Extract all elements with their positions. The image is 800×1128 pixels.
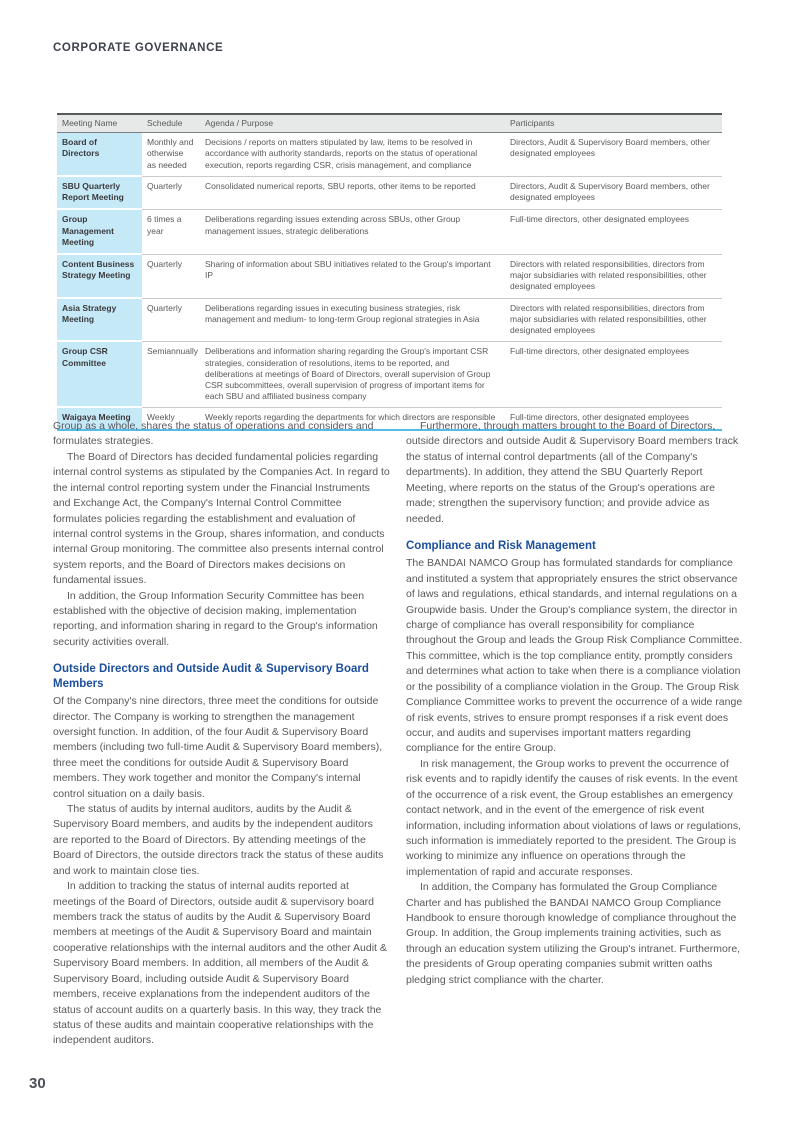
col-header-agenda: Agenda / Purpose: [200, 115, 505, 133]
schedule-cell: Quarterly: [142, 177, 200, 210]
paragraph: The Board of Directors has decided fundamental policies regarding internal control systems as stipulated by the Companies Act. In regard to the internal control reporting system under the Financial Instruments and Exchange Act, the Company's Internal Control Committee formulates policies regarding the establishment and evaluation of internal control systems in the Group, shares information, and conducts internal Group monitoring. The committee also presents internal control system reports, and the Board of Directors makes decisions on fundamental issues.: [53, 450, 390, 587]
participants-cell: Full-time directors, other designated employees: [505, 210, 722, 255]
paragraph: Group as a whole, shares the status of operations and considers and formulates strategies.: [53, 420, 374, 448]
agenda-cell: Consolidated numerical reports, SBU reports, other items to be reported: [200, 177, 505, 210]
table-row: [57, 177, 722, 210]
paragraph: Of the Company's nine directors, three meet the conditions for outside director. The Company is working to strengthen the management oversight function. In addition, of the four Audit & Supervisory Board members (including two full-time Audit & Supervisory Board members), three meet the conditions for outside Audit & Supervisory Board members. They work together and monitor the Company's internal control situation on a daily basis.: [53, 695, 383, 800]
page-title: CORPORATE GOVERNANCE: [53, 42, 224, 54]
participants-cell: Directors with related responsibilities, directors from major subsidiaries with related responsibilities, other designated employees: [505, 299, 722, 343]
meeting-name-cell: SBU Quarterly Report Meeting: [57, 177, 142, 210]
schedule-cell: Weekly: [147, 412, 175, 423]
table-header-row: [57, 115, 722, 133]
table-row: [57, 299, 722, 343]
agenda-cell: Deliberations regarding issues extending across SBUs, other Group management issues, strategic deliberations: [200, 210, 505, 255]
right-column: [406, 419, 743, 1049]
meeting-name-cell: Group Management Meeting: [57, 210, 142, 255]
participants-cell: Directors, Audit & Supervisory Board members, other designated employees: [505, 177, 722, 210]
agenda-cell: Decisions / reports on matters stipulated by law, items to be resolved in accordance with authority standards, reports on the status of operational execution, reports regarding CSR, crisis management, and compliance: [200, 133, 505, 177]
meeting-name-cell: Asia Strategy Meeting: [57, 299, 142, 343]
paragraph: The status of audits by internal auditors, audits by the Audit & Supervisory Board members, and audits by the independent auditors are reported to the Board of Directors. By attending meetings of the Board of Directors, the outside directors track the status of these audits and work to maintain close ties.: [53, 803, 384, 877]
schedule-cell: Quarterly: [142, 255, 200, 299]
meeting-name-cell: Content Business Strategy Meeting: [57, 255, 142, 299]
table-row: [57, 210, 722, 255]
col-header-participants: Participants: [505, 115, 722, 133]
participants-cell: Full-time directors, other designated employees: [505, 342, 722, 408]
paragraph: In addition to tracking the status of internal audits reported at meetings of the Board of Directors, outside audit & supervisory board members track the status of audits by the Audit & Supervisory Board members at meetings of the Audit & Supervisory Board and maintain cooperative relationships with the internal auditors and the other Audit & Supervisory Board members. In addition, all members of the Audit & Supervisory Board, including outside Audit & Supervisory Board members, receive explanations from the independent auditors of the status of account audits on a quarterly basis. In this way, they track the status of these audits and maintain cooperative relationships with the independent auditors.: [53, 880, 387, 1047]
agenda-cell: Weekly reports regarding the departments for which directors are responsible: [205, 412, 496, 423]
body-text: [53, 419, 744, 1049]
paragraph: In risk management, the Group works to prevent the occurrence of risk events and to rapidly identify the causes of risk events. In the event of the occurrence of a risk event, the Group establishes an emergency contact network, and in the event of the emergence of risk event information, including information about violations of laws or regulations, such information is immediately reported to the president. The Group is working to minimize any influence on operations through the implementation of rapid and accurate responses.: [406, 757, 742, 878]
meeting-name-cell: Board of Directors: [57, 133, 142, 177]
schedule-cell: Monthly and otherwise as needed: [142, 133, 200, 177]
meeting-name-cell: Waigaya Meeting: [57, 408, 142, 428]
paragraph: In addition, the Group Information Security Committee has been established with the objective of decision making, implementation reporting, and information sharing in regard to the Group's information security activities overall.: [53, 589, 378, 648]
participants-cell: Directors, Audit & Supervisory Board members, other designated employees: [505, 133, 722, 177]
participants-cell: Directors with related responsibilities, directors from major subsidiaries with related responsibilities, other designated employees: [505, 255, 722, 299]
table-row: [57, 342, 722, 408]
agenda-cell: Deliberations and information sharing regarding the Group's important CSR strategies, consideration of resolutions, items to be reported, and deliberations at meetings of Board of Directors, overall supervision of Group CSR subcommittees, overall supervision of progress of important items for each SBU and affiliated business company: [200, 342, 505, 408]
section-heading-outside-directors: Outside Directors and Outside Audit & Supervisory Board Members: [53, 663, 369, 690]
col-header-schedule: Schedule: [142, 115, 200, 133]
meetings-table: [57, 113, 722, 431]
paragraph: In addition, the Company has formulated the Group Compliance Charter and has published the BANDAI NAMCO Group Compliance Handbook to ensure thorough knowledge of compliance throughout the Group. In addition, the Group implements training activities, such as through an education system utilizing the Group's intranet. Furthermore, the presidents of Group operating companies submit written oaths pledging strict compliance with the charter.: [406, 881, 741, 986]
meeting-name-cell: Group CSR Committee: [57, 342, 142, 408]
left-column: [53, 419, 390, 1049]
table-row: [57, 133, 722, 177]
paragraph: The BANDAI NAMCO Group has formulated standards for compliance and instituted a system that appropriately ensures the strict observance of laws and regulations, ethical standards, and internal regulations on a Groupwide basis. Under the Group's compliance system, the director in charge of compliance has overall responsibility for compliance throughout the Group and leads the Group Risk Compliance Committee. This committee, which is the top compliance entity, promptly considers and determines what action to take when there is a compliance violation or the possibility of a compliance violation in the Group. The Group Risk Compliance Committee works to prevent the occurrence of a wide range of risk events, strives to ensure prompt responses if a risk event does occur, and audits and supervises important matters regarding compliance for the entire Group.: [406, 557, 743, 755]
schedule-cell: Quarterly: [142, 299, 200, 343]
schedule-cell: 6 times a year: [142, 210, 200, 255]
schedule-cell: Semiannually: [142, 342, 200, 408]
paragraph: Furthermore, through matters brought to the Board of Directors, outside directors and outside Audit & Supervisory Board members track the status of internal control departments (all of the Company's departments). In addition, they attend the SBU Quarterly Report Meeting, where reports on the status of the Group's operations are made; strengthen the supervisory function; and provide advice as needed.: [406, 420, 739, 525]
agenda-cell: Deliberations regarding issues in executing business strategies, risk management and medium- to long-term Group regional strategies in Asia: [200, 299, 505, 343]
col-header-meeting-name: Meeting Name: [57, 115, 142, 133]
participants-cell: Full-time directors, other designated employees: [510, 412, 690, 423]
table-row: [57, 255, 722, 299]
agenda-cell: Sharing of information about SBU initiatives related to the Group's important IP: [200, 255, 505, 299]
page-number: 30: [29, 1075, 46, 1092]
section-heading-compliance-risk: Compliance and Risk Management: [406, 539, 596, 552]
